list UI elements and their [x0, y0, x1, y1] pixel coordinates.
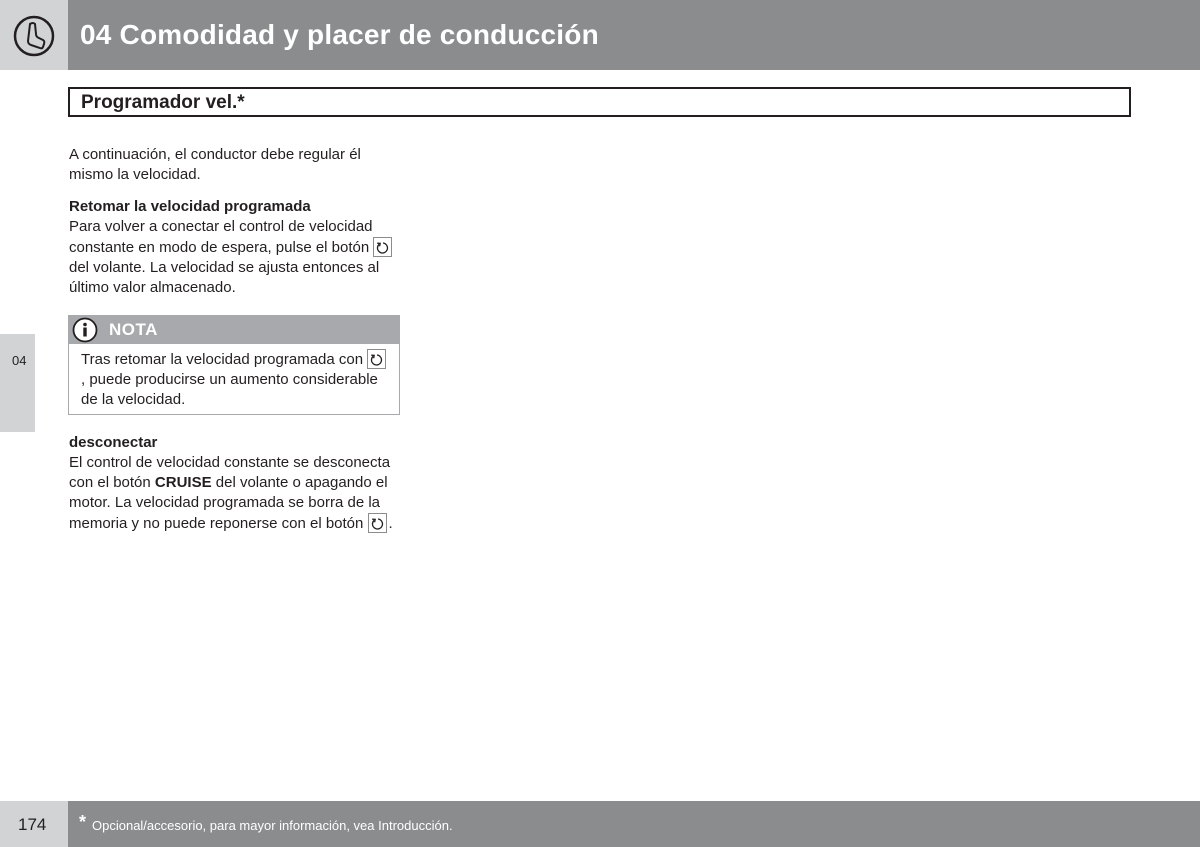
nota-title: NOTA	[109, 320, 158, 339]
retomar-text-1: Para volver a conectar el control de velocidad constante en modo de espera, pulse el botón	[69, 218, 373, 256]
retomar-heading: Retomar la velocidad programada	[69, 198, 311, 215]
desconectar-text-1: El control de velocidad constante se desconecta con el botón	[69, 454, 391, 491]
desconectar-text-2: del volante o apagando el motor. La velocidad programada se borra de la memoria y no puede reponerse con el botón	[69, 474, 388, 532]
desconectar-text-end: .	[388, 515, 393, 532]
resume-icon	[373, 237, 392, 257]
retomar-section	[69, 197, 401, 298]
section-title-box	[68, 87, 1131, 117]
nota-body	[81, 349, 391, 410]
chapter-icon-box	[0, 0, 68, 70]
chapter-title: 04 Comodidad y placer de conducción	[80, 19, 599, 50]
nota-text-1: Tras retomar la velocidad programada con	[81, 351, 364, 368]
desconectar-heading: desconectar	[69, 434, 158, 451]
footer-bar	[68, 801, 1200, 847]
page-number: 174	[18, 815, 47, 834]
footnote-star: *	[79, 812, 87, 832]
chapter-side-tab	[0, 334, 35, 432]
resume-icon	[368, 513, 387, 533]
section-title: Programador vel.*	[81, 92, 245, 113]
intro-text: A continuación, el conductor debe regular él mismo la velocidad.	[69, 146, 361, 183]
seat-icon	[13, 15, 55, 57]
info-icon	[72, 317, 98, 343]
desconectar-section	[69, 433, 401, 534]
resume-icon	[367, 349, 386, 369]
side-tab-label: 04	[12, 353, 27, 368]
page-number-box	[0, 801, 68, 847]
nota-text-2: , puede producirse un aumento considerable de la velocidad.	[81, 371, 378, 408]
cruise-label: CRUISE	[154, 474, 212, 491]
chapter-header	[68, 0, 1200, 70]
intro-paragraph	[69, 145, 401, 185]
footnote-text: Opcional/accesorio, para mayor información, vea Introducción.	[92, 818, 453, 833]
nota-header	[69, 316, 399, 344]
nota-box	[68, 315, 400, 415]
retomar-text-2: del volante. La velocidad se ajusta entonces al último valor almacenado.	[69, 259, 380, 296]
